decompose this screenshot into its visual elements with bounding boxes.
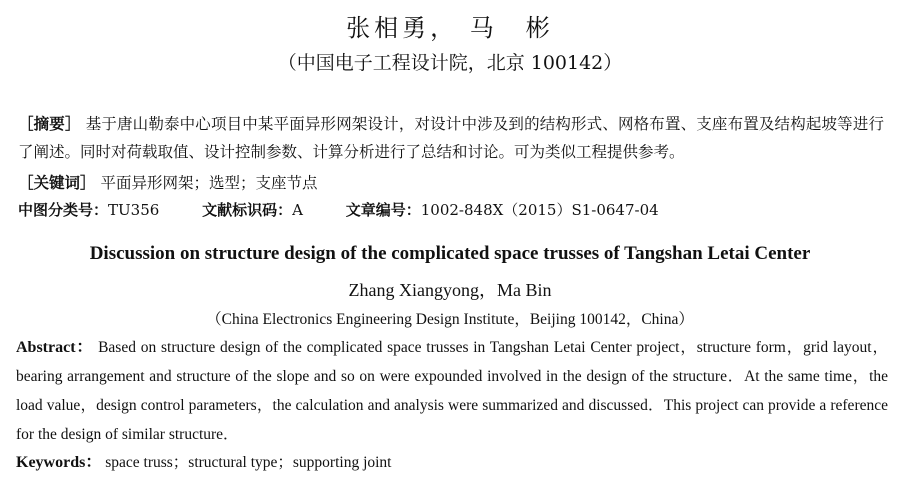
keywords-english	[16, 449, 392, 472]
keywords-english-text: space truss；structural type；supporting joint	[105, 454, 392, 471]
article-number-value: 1002-848X（2015）S1-0647-04	[420, 201, 659, 219]
doc-code-value: A	[292, 201, 303, 219]
abstract-english-label: Abstract：	[16, 339, 94, 356]
classification-row	[18, 199, 659, 220]
clc-value: TU356	[108, 201, 160, 219]
abstract-english-text: Based on structure design of the complicated space trusses in Tangshan Letai Center project，structure form，grid layout，bearing arrangement and structure of the slope and so on were expounded involved in the design of the structure．At the same time，the load value，design control parameters，the calculation and analysis were summarized and discussed．This project can provide a reference for the design of similar structure．	[16, 339, 888, 443]
abstract-chinese-text: 基于唐山勒泰中心项目中某平面异形网架设计，对设计中涉及到的结构形式、网格布置、支座布置及结构起坡等进行了阐述。同时对荷载取值、设计控制参数、计算分析进行了总结和讨论。可为类似工程提供参考。	[18, 115, 884, 161]
keywords-chinese-label: ［关键词］	[18, 173, 96, 192]
authors-chinese: 张相勇， 马 彬	[346, 14, 554, 42]
keywords-chinese	[18, 171, 317, 193]
article-number-label: 文章编号：	[345, 201, 421, 219]
title-english: Discussion on structure design of the complicated space trusses of Tangshan Letai Center	[89, 243, 811, 264]
affiliation-english: （China Electronics Engineering Design Institute，Beijing 100142，China）	[206, 311, 694, 328]
abstract-english	[16, 333, 888, 449]
keywords-english-label: Keywords：	[16, 454, 102, 471]
affiliation-chinese: （中国电子工程设计院，北京 100142）	[277, 52, 623, 74]
authors-english: Zhang Xiangyong，Ma Bin	[348, 280, 552, 300]
clc-label: 中图分类号：	[18, 201, 109, 219]
doc-code-label: 文献标识码：	[202, 201, 293, 219]
abstract-chinese	[18, 110, 884, 166]
abstract-chinese-label: ［摘要］	[18, 114, 81, 133]
keywords-chinese-text: 平面异形网架；选型；支座节点	[100, 174, 318, 192]
